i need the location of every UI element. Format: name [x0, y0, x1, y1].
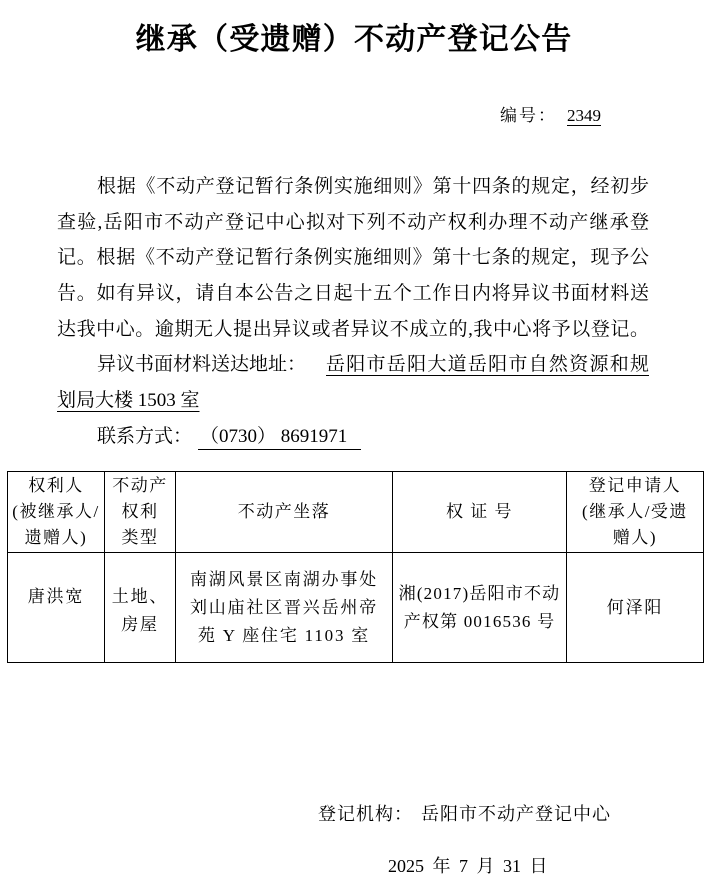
- notice-number: [500, 104, 601, 128]
- cell-right-type: 土地、 房屋: [105, 553, 176, 663]
- table-row: [8, 553, 704, 663]
- notice-paragraph-line-2: 查验,岳阳市不动产登记中心拟对下列不动产权利办理不动产继承登: [57, 211, 649, 233]
- notice-title: 继承（受遗赠）不动产登记公告: [135, 22, 573, 57]
- cell-right-holder: 唐洪宽: [8, 553, 105, 663]
- registration-table: [7, 471, 704, 663]
- notice-body: [57, 169, 649, 455]
- cell-certificate-number: 湘(2017)岳阳市不动 产权第 0016536 号: [393, 553, 567, 663]
- registration-authority: [318, 801, 611, 827]
- objection-address-label: 异议书面材料送达地址：: [97, 354, 307, 376]
- objection-address-continuation: [57, 383, 649, 419]
- header-property-location: 不动产坐落: [176, 472, 393, 553]
- objection-address-value-line-2: 划局大楼 1503 室: [57, 390, 200, 412]
- contact-line: [57, 419, 649, 455]
- notice-paragraph-line-3: 记。根据《不动产登记暂行条例实施细则》第十七条的规定，现予公: [57, 247, 649, 269]
- objection-address-value-line-1: 岳阳市岳阳大道岳阳市自然资源和规: [326, 354, 649, 376]
- registration-authority-label: 登记机构：: [318, 804, 413, 824]
- notice-paragraph-line-1: 根据《不动产登记暂行条例实施细则》第十四条的规定，经初步: [97, 176, 649, 197]
- header-right-holder: 权利人 (被继承人/ 遗赠人): [8, 472, 105, 553]
- table-header-row: [8, 472, 704, 553]
- header-right-type: 不动产 权利 类型: [105, 472, 176, 553]
- header-applicant: 登记申请人 (继承人/受遗 赠人): [567, 472, 704, 553]
- notice-paragraph-line-4: 告。如有异议，请自本公告之日起十五个工作日内将异议书面材料送: [57, 283, 649, 305]
- contact-phone: （0730） 8691971: [198, 425, 361, 450]
- notice-paragraph-line-5: 达我中心。逾期无人提出异议或者异议不成立的,我中心将予以登记。: [57, 318, 649, 340]
- cell-property-location: 南湖风景区南湖办事处 刘山庙社区晋兴岳州帝 苑 Y 座住宅 1103 室: [176, 553, 393, 663]
- notice-number-value: 2349: [567, 106, 601, 125]
- notice-date: 2025 年 7 月 31 日: [388, 856, 548, 876]
- objection-address-line: [57, 347, 649, 383]
- notice-number-label: 编号：: [500, 106, 557, 125]
- header-certificate-number: 权 证 号: [393, 472, 567, 553]
- contact-label: 联系方式：: [97, 425, 193, 447]
- cell-applicant: 何泽阳: [567, 553, 704, 663]
- registration-authority-name: 岳阳市不动产登记中心: [421, 804, 611, 824]
